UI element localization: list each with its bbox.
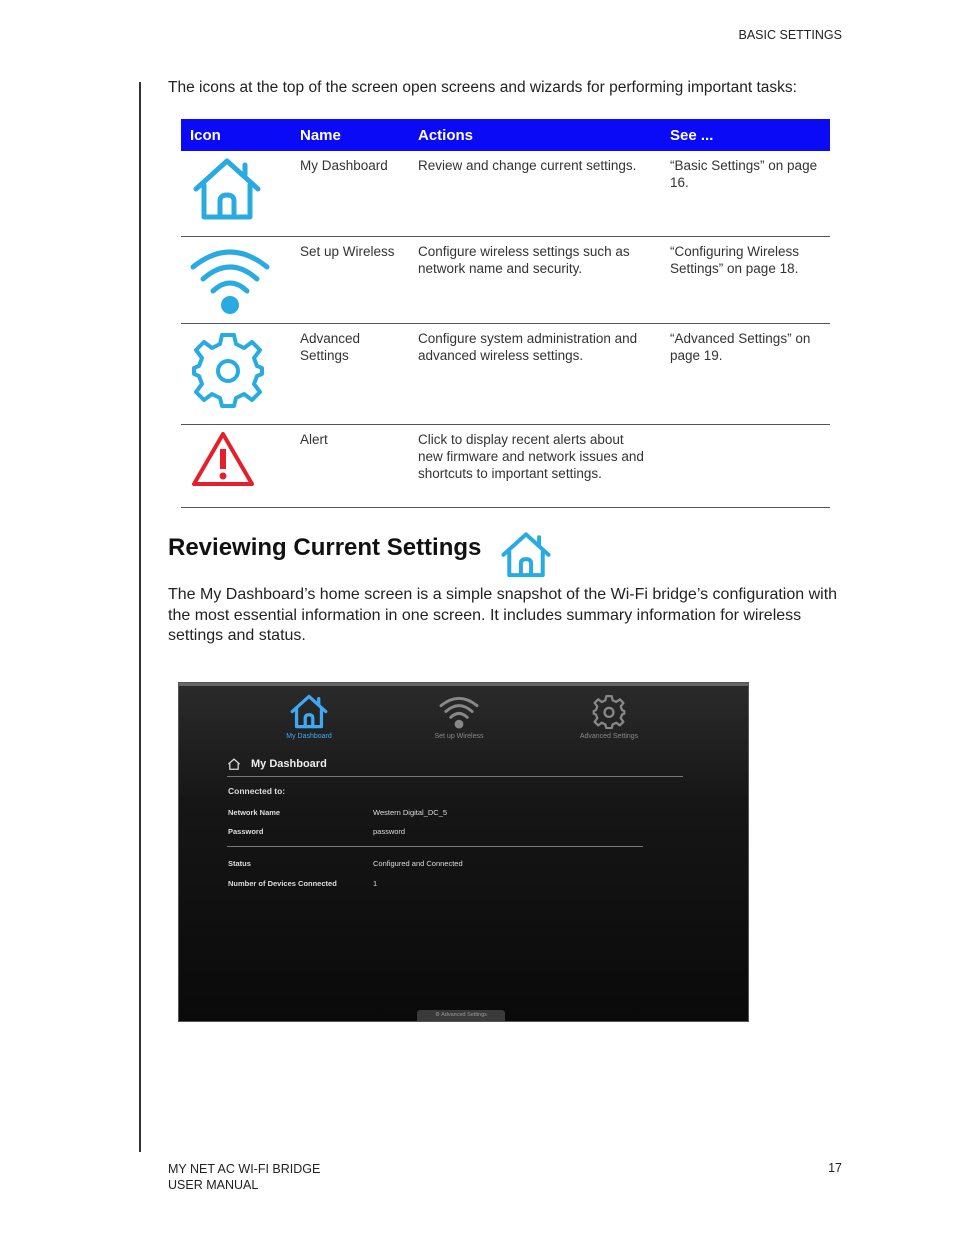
password-label: Password bbox=[228, 827, 264, 836]
row-see: “Basic Settings” on page 16. bbox=[661, 151, 830, 236]
column-header-actions: Actions bbox=[409, 119, 661, 151]
home-icon bbox=[497, 530, 555, 578]
row-actions: Configure system administration and advanced wireless settings. bbox=[409, 323, 661, 424]
divider bbox=[227, 846, 643, 847]
home-icon bbox=[227, 758, 241, 770]
icon-cell bbox=[181, 236, 291, 323]
margin-rule bbox=[139, 82, 141, 1152]
dashboard-title-text: My Dashboard bbox=[251, 758, 327, 770]
dashboard-screenshot bbox=[178, 682, 749, 1022]
footer-tab-label: Advanced Settings bbox=[441, 1012, 488, 1018]
running-header: BASIC SETTINGS bbox=[738, 28, 842, 42]
column-header-see: See ... bbox=[661, 119, 830, 151]
row-name: Advanced Settings bbox=[291, 323, 409, 424]
icon-reference-table bbox=[181, 119, 830, 508]
gear-icon: ⚙ bbox=[434, 1012, 442, 1018]
nav-label: Set up Wireless bbox=[434, 733, 484, 740]
connected-to-label: Connected to: bbox=[228, 786, 286, 796]
network-name-value: Western Digital_DC_5 bbox=[373, 808, 448, 817]
nav-label: Advanced Settings bbox=[579, 733, 639, 740]
table-row bbox=[181, 236, 830, 323]
page-number: 17 bbox=[828, 1161, 842, 1175]
network-name-label: Network Name bbox=[228, 808, 281, 817]
row-actions: Review and change current settings. bbox=[409, 151, 661, 236]
status-value: Configured and Connected bbox=[373, 859, 463, 868]
section-body: The My Dashboard’s home screen is a simple snapshot of the Wi-Fi bridge’s configuration with the most essential information in one screen. It includes summary information for wireless settings and status. bbox=[168, 586, 838, 644]
row-actions: Click to display recent alerts about new firmware and network issues and shortcuts to important settings. bbox=[409, 424, 661, 507]
footer-product-line2: USER MANUAL bbox=[168, 1178, 259, 1192]
nav-set-up-wireless[interactable] bbox=[409, 693, 509, 740]
advanced-settings-tab[interactable] bbox=[417, 1010, 505, 1021]
row-see: “Configuring Wireless Settings” on page 18. bbox=[661, 236, 830, 323]
nav-advanced-settings[interactable] bbox=[559, 693, 659, 740]
divider bbox=[227, 776, 683, 777]
footer-product bbox=[168, 1161, 320, 1193]
table-row bbox=[181, 424, 830, 507]
nav-label: My Dashboard bbox=[286, 733, 332, 740]
row-actions: Configure wireless settings such as network name and security. bbox=[409, 236, 661, 323]
screenshot-nav bbox=[259, 693, 679, 753]
icon-cell bbox=[181, 424, 291, 507]
table-header-row bbox=[181, 119, 830, 151]
column-header-icon: Icon bbox=[181, 119, 291, 151]
wifi-icon bbox=[190, 241, 270, 315]
gear-icon bbox=[190, 328, 266, 408]
row-name: Alert bbox=[291, 424, 409, 507]
row-name: Set up Wireless bbox=[291, 236, 409, 323]
column-header-name: Name bbox=[291, 119, 409, 151]
wifi-icon bbox=[439, 693, 479, 729]
row-see bbox=[661, 424, 830, 507]
status-label: Status bbox=[228, 859, 251, 868]
icon-cell bbox=[181, 323, 291, 424]
row-see: “Advanced Settings” on page 19. bbox=[661, 323, 830, 424]
section-heading: Reviewing Current Settings bbox=[168, 534, 482, 561]
home-icon bbox=[190, 155, 264, 221]
screenshot-top-bar bbox=[179, 683, 748, 686]
password-value: password bbox=[373, 827, 406, 836]
icon-cell bbox=[181, 151, 291, 236]
home-icon bbox=[289, 693, 329, 729]
table-row bbox=[181, 151, 830, 236]
gear-icon bbox=[591, 693, 627, 729]
dashboard-title bbox=[228, 758, 327, 770]
footer-product-line1: MY NET AC WI-FI BRIDGE bbox=[168, 1162, 321, 1176]
table-row bbox=[181, 323, 830, 424]
devices-label: Number of Devices Connected bbox=[228, 879, 337, 888]
intro-paragraph: The icons at the top of the screen open screens and wizards for performing important tasks: bbox=[168, 79, 797, 96]
devices-value: 1 bbox=[373, 879, 378, 888]
row-name: My Dashboard bbox=[291, 151, 409, 236]
alert-icon bbox=[190, 429, 256, 489]
nav-my-dashboard[interactable] bbox=[259, 693, 359, 740]
